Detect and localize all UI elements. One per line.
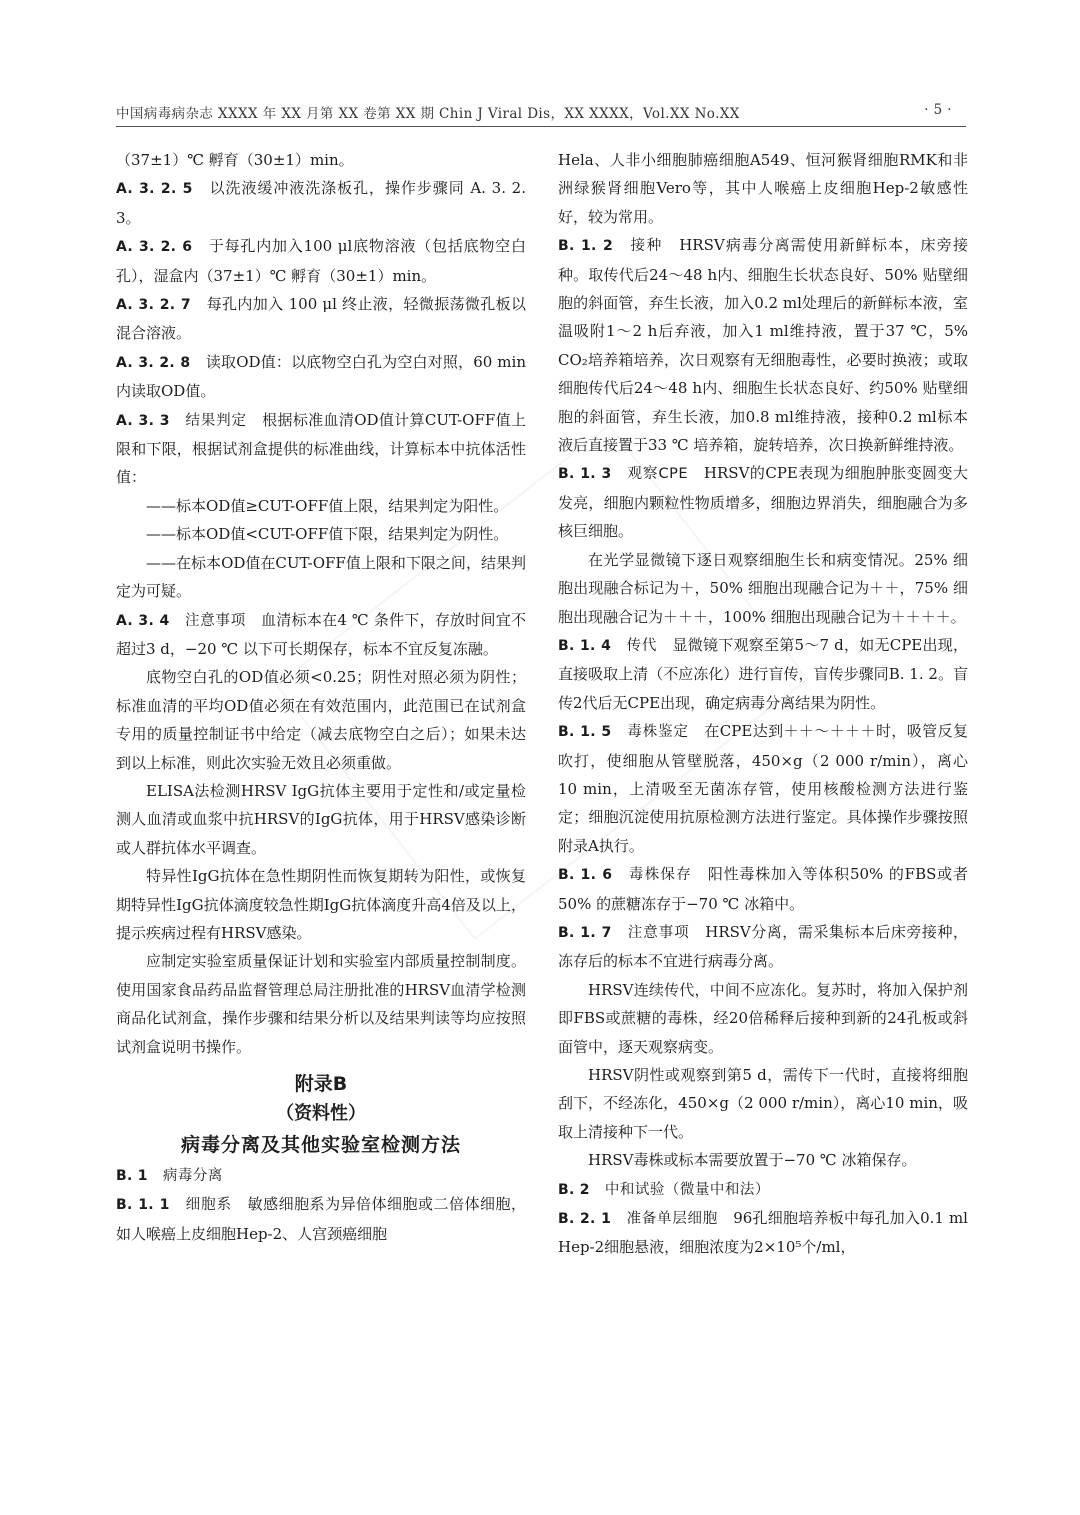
paragraph: Hela、人非小细胞肺癌细胞A549、恒河猴肾细胞RMK和非洲绿猴肾细胞Vero等，其中人喉癌上皮细胞Hep-2敏感性好，较为常用。 bbox=[558, 151, 968, 226]
section-title: 细胞系 bbox=[185, 1197, 233, 1214]
section-number: B. 1 bbox=[116, 1168, 148, 1184]
section-title: 注意事项 bbox=[627, 924, 690, 941]
section-b2 bbox=[558, 1175, 968, 1204]
section-title: 接种 bbox=[630, 238, 663, 255]
section-number: B. 1. 6 bbox=[558, 867, 613, 884]
section-text: 读取OD值：以底物空白孔为空白对照，60 min内读取OD值。 bbox=[116, 352, 526, 401]
section-text: HRSV的CPE表现为细胞肿胀变圆变大发亮，细胞内颗粒性物质增多，细胞边界消失，细胞融合为多核巨细胞。 bbox=[558, 464, 968, 541]
criterion-negative: ——标本OD值<CUT-OFF值下限，结果判定为阴性。 bbox=[146, 525, 509, 544]
section-text: HRSV分离，需采集标本后床旁接种，冻存后的标本不宜进行病毒分离。 bbox=[558, 922, 968, 971]
section-number: B. 1. 3 bbox=[558, 466, 612, 483]
section-title: 毒株保存 bbox=[628, 867, 693, 884]
paragraph: HRSV连续传代，中间不应冻化。复苏时，将加入保护剂即FBS或蔗糖的毒株，经20倍稀释后接种到新的24孔板或斜面管中，逐天观察病变。 bbox=[558, 980, 968, 1056]
section-b1 bbox=[116, 1161, 526, 1190]
section-text: 在CPE达到＋＋～＋＋＋时，吸管反复吹打，使细胞从管壁脱落，450×g（2 000 r/min），离心 10 min，上清吸至无菌冻存管，使用核酸检测方法进行鉴定；细胞沉淀使用抗原检测方法进行鉴定。具体操作步骤按照附录A执行。 bbox=[558, 722, 969, 855]
criterion-doubtful: ——在标本OD值在CUT-OFF值上限和下限之间，结果判定为可疑。 bbox=[116, 553, 526, 601]
section-number: A. 3. 2. 5 bbox=[116, 181, 193, 198]
section-number: A. 3. 2. 8 bbox=[116, 354, 191, 371]
section-b15 bbox=[558, 717, 968, 860]
section-title: 传代 bbox=[626, 637, 658, 654]
section-number: B. 1. 2 bbox=[558, 238, 614, 255]
section-text: 每孔内加入 100 μl 终止液，轻微振荡微孔板以混合溶液。 bbox=[116, 295, 526, 343]
section-text: 显微镜下观察至第5～7 d，如无CPE出现，直接吸取上清（不应冻化）进行盲传，盲传步骤同B. 1. 2。盲传2代后无CPE出现，确定病毒分离结果为阴性。 bbox=[558, 635, 968, 712]
section-number: A. 3. 2. 6 bbox=[116, 239, 193, 256]
section-text: 于每孔内加入100 μl底物溶液（包括底物空白孔），湿盒内（37±1）℃ 孵育（30±1）min。 bbox=[116, 237, 526, 285]
paragraph: HRSV阴性或观察到第5 d，需传下一代时，直接将细胞刮下，不经冻化，450×g（2 000 r/min），离心10 min，吸取上清接种下一代。 bbox=[558, 1066, 968, 1141]
section-number: B. 1. 4 bbox=[558, 637, 612, 654]
section-title: 观察CPE bbox=[627, 466, 688, 483]
left-column bbox=[116, 146, 526, 1248]
section-number: B. 2. 1 bbox=[558, 1211, 612, 1228]
page-number: · 5 · bbox=[924, 102, 952, 118]
section-a325 bbox=[116, 174, 526, 232]
appendix-name: 病毒分离及其他实验室检测方法 bbox=[180, 1134, 461, 1156]
section-title: 毒株鉴定 bbox=[627, 724, 689, 741]
running-header bbox=[116, 100, 966, 127]
paragraph: HRSV毒株或标本需要放置于−70 ℃ 冰箱保存。 bbox=[588, 1151, 917, 1170]
section-text: 以洗液缓冲液洗涤板孔，操作步骤同 A. 3. 2. 3。 bbox=[116, 179, 526, 227]
section-a327 bbox=[116, 290, 526, 348]
right-column bbox=[558, 146, 968, 1262]
section-number: A. 3. 2. 7 bbox=[116, 297, 191, 314]
section-number: B. 1. 7 bbox=[558, 924, 612, 941]
section-number: B. 1. 5 bbox=[558, 724, 612, 741]
section-text: 96孔细胞培养板中每孔加入0.1 ml Hep-2细胞悬液，细胞浓度为2×10⁵个/ml， bbox=[558, 1209, 968, 1257]
journal-citation: 中国病毒病杂志 XXXX 年 XX 月第 XX 卷第 XX 期 Chin J Viral Dis，XX XXXX，Vol.XX No.XX bbox=[116, 106, 740, 122]
section-b16 bbox=[558, 860, 968, 918]
appendix-type: （资料性） bbox=[276, 1103, 366, 1124]
section-title: 病毒分离 bbox=[162, 1168, 223, 1184]
section-number: B. 2 bbox=[558, 1181, 590, 1198]
section-a328 bbox=[116, 348, 526, 406]
section-b13 bbox=[558, 459, 968, 545]
section-title: 准备单层细胞 bbox=[626, 1211, 718, 1228]
section-text: 血清标本在4 ℃ 条件下，存放时间宜不超过3 d，−20 ℃ 以下可长期保存，标本不宜反复冻融。 bbox=[116, 610, 526, 658]
section-text: 阳性毒株加入等体积50% 的FBS或者50% 的蔗糖冻存于−70 ℃ 冰箱中。 bbox=[558, 865, 968, 913]
section-a33 bbox=[116, 406, 526, 492]
section-b21 bbox=[558, 1204, 968, 1262]
appendix-title: 附录B bbox=[294, 1073, 348, 1095]
paragraph: 特异性IgG抗体在急性期阴性而恢复期转为阳性，或恢复期特异性IgG抗体滴度较急性期IgG抗体滴度升高4倍及以上，提示疾病过程有HRSV感染。 bbox=[116, 867, 526, 942]
section-b11 bbox=[116, 1190, 526, 1248]
paragraph: 在光学显微镜下逐日观察细胞生长和病变情况。25% 细胞出现融合标记为＋，50% 细胞出现融合记为＋＋，75% 细胞出现融合记为＋＋＋，100% 细胞出现融合记为＋＋＋＋。 bbox=[558, 550, 968, 626]
section-a326 bbox=[116, 232, 526, 290]
section-number: A. 3. 4 bbox=[116, 612, 170, 629]
section-text: 敏感细胞系为异倍体细胞或二倍体细胞，如人喉癌上皮细胞Hep-2、人宫颈癌细胞 bbox=[116, 1195, 526, 1243]
criterion-positive: ——标本OD值≥CUT-OFF值上限，结果判定为阳性。 bbox=[146, 496, 509, 515]
section-b14 bbox=[558, 631, 968, 717]
section-title: 中和试验（微量中和法） bbox=[604, 1181, 770, 1198]
section-title: 注意事项 bbox=[185, 612, 246, 629]
paragraph: ELISA法检测HRSV IgG抗体主要用于定性和/或定量检测人血清或血浆中抗HRSV的IgG抗体，用于HRSV感染诊断或人群抗体水平调查。 bbox=[116, 781, 526, 857]
paragraph: 底物空白孔的OD值必须<0.25；阴性对照必须为阴性；标准血清的平均OD值必须在有效范围内，此范围已在试剂盒专用的质量控制证书中给定（减去底物空白之后）；如果未达到以上标准，则此次实验无效且必须重做。 bbox=[116, 668, 526, 772]
section-title: 结果判定 bbox=[185, 412, 247, 429]
section-a34 bbox=[116, 606, 526, 664]
paragraph: 应制定实验室质量保证计划和实验室内部质量控制制度。使用国家食品药品监督管理总局注册批准的HRSV血清学检测商品化试剂盒，操作步骤和结果分析以及结果判读等均应按照试剂盒说明书操作。 bbox=[116, 952, 526, 1056]
section-b17 bbox=[558, 918, 968, 976]
section-text: HRSV病毒分离需使用新鲜标本，床旁接种。取传代后24～48 h内、细胞生长状态良好、50% 贴壁细胞的斜面管，弃生长液，加入0.2 ml处理后的新鲜标本液，室温吸附1～2 h后弃液，加入1 ml维持液，置于37 ℃，5% CO₂培养箱培养，次日观察有无细胞毒性，必要时换液；或取细胞传代后24～48 h内、细胞生长状态良好、约50% 贴壁细胞的斜面管，弃生长液，加0.8 ml维持液，接种0.2 ml标本液后直接置于33 ℃ 培养箱，旋转培养，次日换新鲜维持液。 bbox=[558, 236, 968, 455]
section-number: A. 3. 3 bbox=[116, 412, 170, 429]
section-b12 bbox=[558, 231, 968, 459]
section-text: 根据标准血清OD值计算CUT-OFF值上限和下限，根据试剂盒提供的标准曲线，计算标本中抗体活性值： bbox=[116, 410, 526, 487]
section-number: B. 1. 1 bbox=[116, 1197, 170, 1214]
paragraph: （37±1）℃ 孵育（30±1）min。 bbox=[116, 151, 354, 169]
